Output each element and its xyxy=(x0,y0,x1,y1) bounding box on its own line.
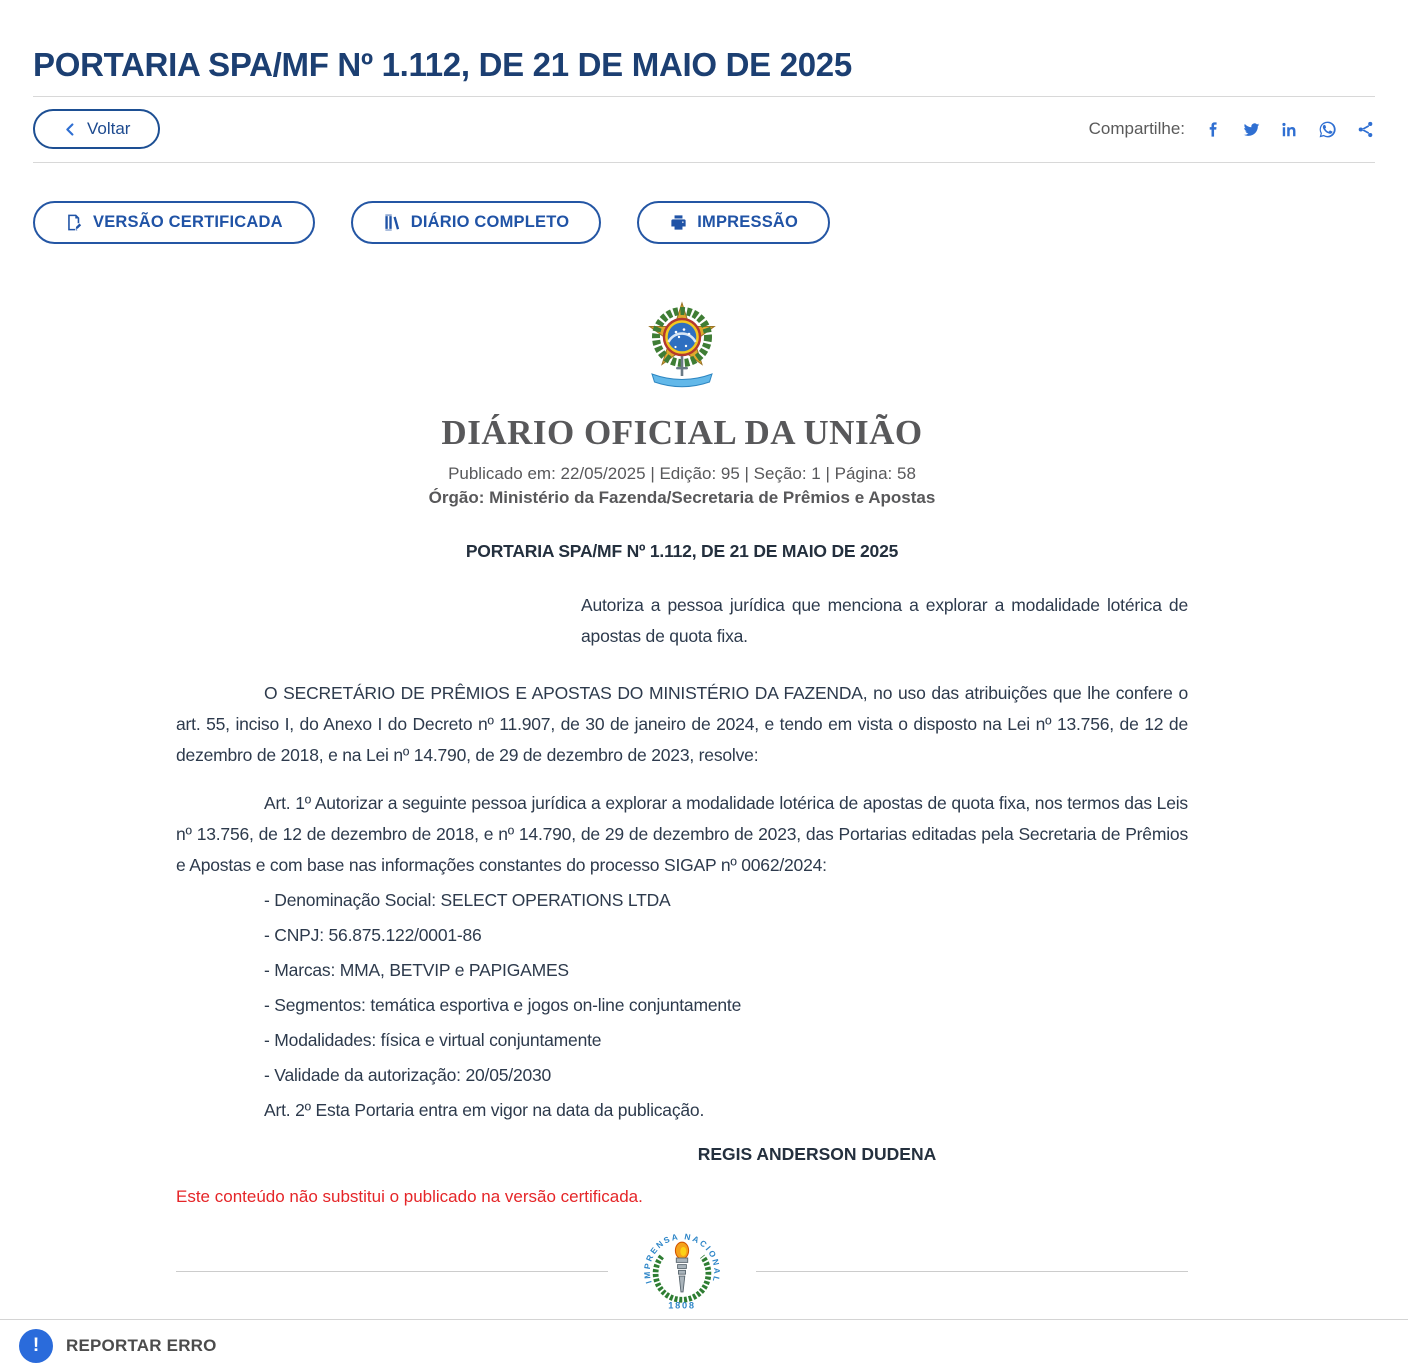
twitter-icon xyxy=(1242,120,1261,139)
journal-title: DIÁRIO OFICIAL DA UNIÃO xyxy=(441,413,923,452)
facebook-icon xyxy=(1204,120,1223,139)
report-error-button[interactable] xyxy=(0,1320,1408,1372)
paragraph: O SECRETÁRIO DE PRÊMIOS E APOSTAS DO MINISTÉRIO DA FAZENDA, no uso das atribuições que lhe confere o art. 55, inciso I, do Anexo I do Decreto nº 11.907, de 30 de janeiro de 2024, e tendo em vista o disposto na Lei nº 13.756, de 12 de dezembro de 2018, e na Lei nº 14.790, de 29 de dezembro de 2023, resolve: xyxy=(176,683,1188,765)
whatsapp-icon xyxy=(1318,120,1337,139)
document-actions xyxy=(33,201,1375,244)
list-item: - Segmentos: temática esportiva e jogos on-line conjuntamente xyxy=(264,995,742,1015)
page-footer xyxy=(0,1319,1408,1372)
share-label: Compartilhe: xyxy=(1088,119,1185,138)
exclamation-circle-icon: ! xyxy=(19,1329,53,1363)
share-facebook-button[interactable] xyxy=(1204,120,1223,139)
article-2: Art. 2º Esta Portaria entra em vigor na data da publicação. xyxy=(264,1100,705,1120)
signature: REGIS ANDERSON DUDENA xyxy=(697,1144,937,1164)
list-item: - Denominação Social: SELECT OPERATIONS LTDA xyxy=(264,890,671,910)
chevron-left-icon xyxy=(63,122,78,137)
list-item: - CNPJ: 56.875.122/0001-86 xyxy=(264,925,482,945)
document-heading: PORTARIA SPA/MF Nº 1.112, DE 21 DE MAIO DE 2025 xyxy=(465,541,899,561)
printer-icon xyxy=(669,213,688,232)
divider xyxy=(33,162,1375,163)
print-button[interactable] xyxy=(637,201,830,244)
linkedin-icon xyxy=(1280,120,1299,139)
divider xyxy=(33,96,1375,97)
full-journal-button[interactable] xyxy=(351,201,602,244)
back-button-label: Voltar xyxy=(87,119,131,138)
header-toolbar xyxy=(33,108,1375,150)
press-year: 1808 xyxy=(668,1300,696,1311)
back-button[interactable] xyxy=(33,109,160,149)
share-whatsapp-button[interactable] xyxy=(1318,120,1337,139)
paragraph: Art. 1º Autorizar a seguinte pessoa jurídica a explorar a modalidade lotérica de apostas de quota fixa, nos termos das Leis nº 13.756, de 12 de dezembro de 2018, e nº 14.790, de 29 de dezembro de 2023, das Portarias editadas pela Secretaria de Prêmios e Apostas e com base nas informações constantes do processo SIGAP nº 0062/2024: xyxy=(176,793,1188,875)
share-twitter-button[interactable] xyxy=(1242,120,1261,139)
divider-line xyxy=(176,1271,608,1272)
organ-line: Órgão: Ministério da Fazenda/Secretaria de Prêmios e Apostas xyxy=(428,488,936,507)
list-item: - Modalidades: física e virtual conjuntamente xyxy=(264,1030,602,1050)
document-content xyxy=(176,244,1188,1318)
share-nodes-button[interactable] xyxy=(1356,120,1375,139)
publication-meta: Publicado em: 22/05/2025 | Edição: 95 | Seção: 1 | Página: 58 xyxy=(448,464,916,483)
list-item: - Validade da autorização: 20/05/2030 xyxy=(264,1065,552,1085)
certified-disclaimer: Este conteúdo não substitui o publicado na versão certificada. xyxy=(176,1187,643,1206)
share-nodes-icon xyxy=(1356,120,1375,139)
report-error-label: REPORTAR ERRO xyxy=(66,1336,217,1355)
certified-version-label: VERSÃO CERTIFICADA xyxy=(93,213,283,231)
press-divider xyxy=(176,1225,1188,1318)
full-journal-label: DIÁRIO COMPLETO xyxy=(410,213,570,231)
imprensa-nacional-seal xyxy=(638,1225,726,1318)
list-item: - Marcas: MMA, BETVIP e PAPIGAMES xyxy=(264,960,569,980)
books-icon xyxy=(383,213,402,232)
share-area xyxy=(1089,119,1375,139)
page-title: PORTARIA SPA/MF Nº 1.112, DE 21 DE MAIO DE 2025 xyxy=(33,46,852,83)
divider-line xyxy=(756,1271,1188,1272)
share-linkedin-button[interactable] xyxy=(1280,120,1299,139)
certified-version-button[interactable] xyxy=(33,201,315,244)
brazil-coat-of-arms xyxy=(632,290,732,397)
masthead xyxy=(176,290,1188,508)
press-name-arc: IMPRENSA NACIONAL xyxy=(641,1231,723,1285)
document-summary: Autoriza a pessoa jurídica que menciona a explorar a modalidade lotérica de apostas de quota fixa. xyxy=(581,595,1188,646)
print-label: IMPRESSÃO xyxy=(697,213,799,231)
file-signature-icon xyxy=(65,213,84,232)
